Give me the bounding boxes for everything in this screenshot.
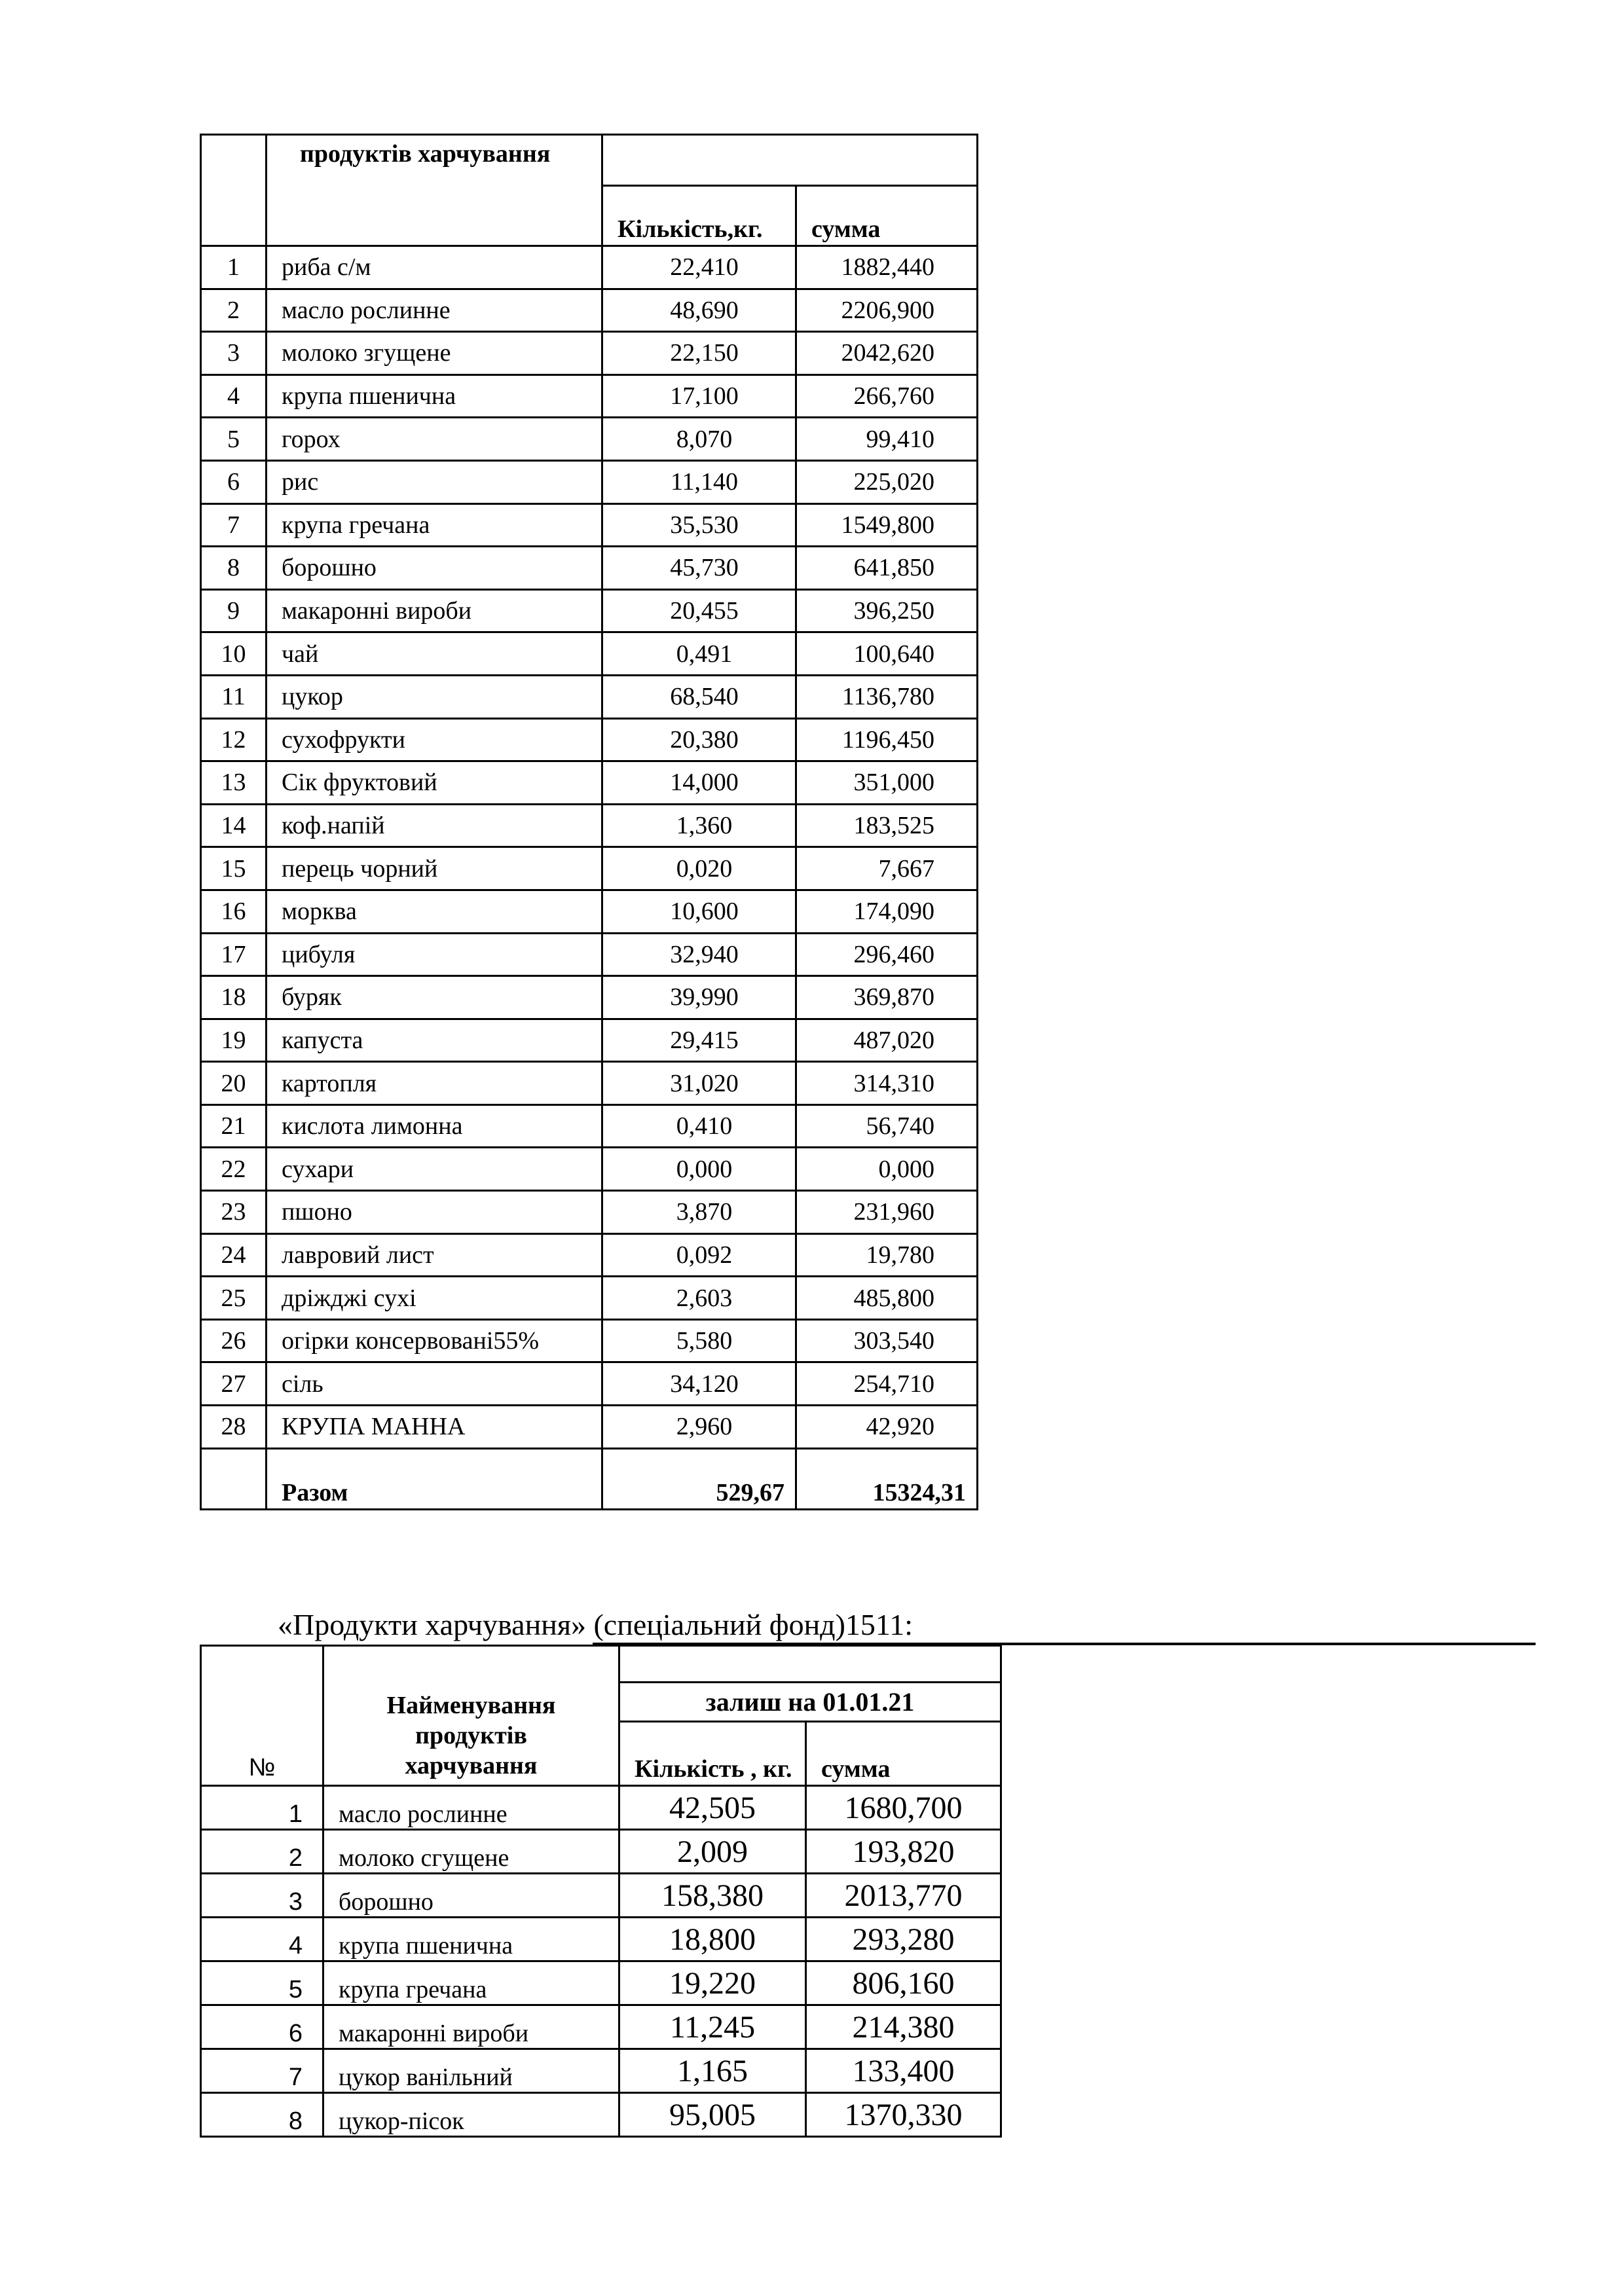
amount-sum: 396,250: [796, 589, 978, 632]
quantity-kg: 20,455: [602, 589, 796, 632]
quantity-kg: 8,070: [602, 418, 796, 461]
table-row: [201, 1830, 1001, 1874]
row-number: 4: [201, 374, 267, 418]
product-name: пшоно: [267, 1191, 602, 1234]
quantity-kg: 32,940: [602, 933, 796, 976]
row-number: 28: [201, 1406, 267, 1449]
quantity-kg: 2,009: [619, 1830, 806, 1874]
product-name: морква: [267, 890, 602, 933]
amount-sum: 1680,700: [806, 1786, 1001, 1830]
row-number: 7: [201, 2049, 323, 2093]
table-row: [201, 718, 978, 761]
product-name: цибуля: [267, 933, 602, 976]
product-name: цукор: [267, 675, 602, 718]
quantity-kg: 0,020: [602, 847, 796, 890]
product-name: молоко сгущене: [323, 1830, 619, 1874]
table-row: [201, 1277, 978, 1320]
table-row: [201, 1362, 978, 1406]
amount-sum: 56,740: [796, 1104, 978, 1148]
table-row: [201, 1961, 1001, 2005]
amount-sum: 2206,900: [796, 289, 978, 332]
row-number: 5: [201, 418, 267, 461]
product-name: борошно: [267, 547, 602, 590]
quantity-kg: 3,870: [602, 1191, 796, 1234]
table-row: [201, 1062, 978, 1105]
product-name: риба с/м: [267, 246, 602, 289]
row-number: 1: [201, 1786, 323, 1830]
table-row: [201, 933, 978, 976]
row-number: 2: [201, 1830, 323, 1874]
quantity-kg: 2,960: [602, 1406, 796, 1449]
row-number: 14: [201, 804, 267, 847]
row-number: 13: [201, 761, 267, 805]
header-sum-label: сумма: [811, 215, 881, 243]
row-number: 26: [201, 1319, 267, 1362]
table-row: [201, 2005, 1001, 2049]
quantity-kg: 0,410: [602, 1104, 796, 1148]
row-number: 3: [201, 332, 267, 375]
product-name: буряк: [267, 976, 602, 1019]
product-name: перець чорний: [267, 847, 602, 890]
amount-sum: 2013,770: [806, 1874, 1001, 1918]
row-number: 22: [201, 1148, 267, 1191]
amount-sum: 1196,450: [796, 718, 978, 761]
table-row: [201, 1104, 978, 1148]
quantity-kg: 42,505: [619, 1786, 806, 1830]
amount-sum: 193,820: [806, 1830, 1001, 1874]
table-row: [201, 1918, 1001, 1961]
header-sum-cell: [806, 1722, 1001, 1786]
amount-sum: 485,800: [796, 1277, 978, 1320]
amount-sum: 7,667: [796, 847, 978, 890]
amount-sum: 314,310: [796, 1062, 978, 1105]
quantity-kg: 0,000: [602, 1148, 796, 1191]
special-fund-table: [200, 1645, 1002, 2138]
header-group-label: залиш на 01.01.21: [705, 1687, 915, 1717]
amount-sum: 641,850: [796, 547, 978, 590]
amount-sum: 293,280: [806, 1918, 1001, 1961]
row-number: 8: [201, 547, 267, 590]
row-number: 5: [201, 1961, 323, 2005]
product-name: масло рослинне: [267, 289, 602, 332]
product-name: макаронні вироби: [267, 589, 602, 632]
header-num-cell: [201, 135, 267, 246]
quantity-kg: 0,092: [602, 1233, 796, 1277]
header-num-label: №: [248, 1754, 276, 1781]
table-row: [201, 1406, 978, 1449]
row-number: 6: [201, 2005, 323, 2049]
product-name: кислота лимонна: [267, 1104, 602, 1148]
row-number: 23: [201, 1191, 267, 1234]
quantity-kg: 19,220: [619, 1961, 806, 2005]
row-number: 27: [201, 1362, 267, 1406]
food-stock-table: [200, 134, 978, 1510]
table-row: [201, 503, 978, 547]
quantity-kg: 158,380: [619, 1874, 806, 1918]
header-sum-label: сумма: [821, 1755, 891, 1783]
product-name: КРУПА МАННА: [267, 1406, 602, 1449]
amount-sum: 42,920: [796, 1406, 978, 1449]
quantity-kg: 35,530: [602, 503, 796, 547]
product-name: макаронні вироби: [323, 2005, 619, 2049]
product-name: сухофрукти: [267, 718, 602, 761]
amount-sum: 487,020: [796, 1019, 978, 1062]
row-number: 24: [201, 1233, 267, 1277]
product-name: коф.напій: [267, 804, 602, 847]
table-row: [201, 2049, 1001, 2093]
amount-sum: 266,760: [796, 374, 978, 418]
quantity-kg: 48,690: [602, 289, 796, 332]
product-name: крупа пшенична: [323, 1918, 619, 1961]
amount-sum: 806,160: [806, 1961, 1001, 2005]
header-group-cell: [619, 1683, 1001, 1722]
row-number: 20: [201, 1062, 267, 1105]
amount-sum: 183,525: [796, 804, 978, 847]
product-name: крупа гречана: [323, 1961, 619, 2005]
amount-sum: 1370,330: [806, 2093, 1001, 2137]
amount-sum: 0,000: [796, 1148, 978, 1191]
row-number: 9: [201, 589, 267, 632]
total-row: [201, 1448, 978, 1509]
row-number: 8: [201, 2093, 323, 2137]
amount-sum: 214,380: [806, 2005, 1001, 2049]
amount-sum: 1136,780: [796, 675, 978, 718]
table-row: [201, 1019, 978, 1062]
table-row: [201, 1319, 978, 1362]
amount-sum: 254,710: [796, 1362, 978, 1406]
table-row: [201, 332, 978, 375]
section-heading: «Продукти харчування» (спеціальний фонд)1511:: [278, 1608, 913, 1641]
quantity-kg: 11,245: [619, 2005, 806, 2049]
table-row: [201, 632, 978, 676]
quantity-kg: 1,360: [602, 804, 796, 847]
quantity-kg: 22,410: [602, 246, 796, 289]
table-row: [201, 976, 978, 1019]
header-sum-cell: [796, 186, 978, 246]
row-number: 12: [201, 718, 267, 761]
product-name: крупа гречана: [267, 503, 602, 547]
table-row: [201, 418, 978, 461]
product-name: сіль: [267, 1362, 602, 1406]
row-number: 7: [201, 503, 267, 547]
product-name: горох: [267, 418, 602, 461]
quantity-kg: 2,603: [602, 1277, 796, 1320]
table-row: [201, 589, 978, 632]
quantity-kg: 11,140: [602, 460, 796, 503]
quantity-kg: 0,491: [602, 632, 796, 676]
amount-sum: 2042,620: [796, 332, 978, 375]
row-number: 18: [201, 976, 267, 1019]
total-label: Разом: [267, 1448, 602, 1509]
table-row: [201, 374, 978, 418]
row-number: 3: [201, 1874, 323, 1918]
total-sum: 15324,31: [796, 1448, 978, 1509]
table-row: [201, 804, 978, 847]
amount-sum: 133,400: [806, 2049, 1001, 2093]
amount-sum: 99,410: [796, 418, 978, 461]
amount-sum: 296,460: [796, 933, 978, 976]
table-row: [201, 1148, 978, 1191]
row-number: 1: [201, 246, 267, 289]
header-name-label: Найменування продуктів харчування: [386, 1692, 556, 1779]
quantity-kg: 20,380: [602, 718, 796, 761]
product-name: крупа пшенична: [267, 374, 602, 418]
product-name: Сік фруктовий: [267, 761, 602, 805]
header-name-cell: [267, 135, 602, 246]
quantity-kg: 34,120: [602, 1362, 796, 1406]
header-qty-cell: [619, 1722, 806, 1786]
product-name: картопля: [267, 1062, 602, 1105]
amount-sum: 231,960: [796, 1191, 978, 1234]
amount-sum: 225,020: [796, 460, 978, 503]
table-row: [201, 890, 978, 933]
quantity-kg: 31,020: [602, 1062, 796, 1105]
quantity-kg: 39,990: [602, 976, 796, 1019]
amount-sum: 351,000: [796, 761, 978, 805]
table-row: [201, 1786, 1001, 1830]
header-num-cell: [201, 1646, 323, 1786]
total-quantity: 529,67: [602, 1448, 796, 1509]
quantity-kg: 5,580: [602, 1319, 796, 1362]
row-number: 10: [201, 632, 267, 676]
header-name-cell: [323, 1646, 619, 1786]
row-number: 2: [201, 289, 267, 332]
product-name: капуста: [267, 1019, 602, 1062]
header-top-cell: [619, 1646, 1001, 1683]
amount-sum: 174,090: [796, 890, 978, 933]
header-qty-cell: [602, 186, 796, 246]
total-num-cell: [201, 1448, 267, 1509]
header-qty-label: Кількість , кг.: [635, 1755, 792, 1783]
quantity-kg: 45,730: [602, 547, 796, 590]
table-row: [201, 675, 978, 718]
row-number: 17: [201, 933, 267, 976]
row-number: 4: [201, 1918, 323, 1961]
header-name-label: продуктів харчування: [300, 140, 551, 168]
header-group-cell: [602, 135, 978, 186]
quantity-kg: 22,150: [602, 332, 796, 375]
table-row: [201, 2093, 1001, 2137]
product-name: молоко згущене: [267, 332, 602, 375]
quantity-kg: 29,415: [602, 1019, 796, 1062]
table-row: [201, 460, 978, 503]
table-row: [201, 289, 978, 332]
product-name: огірки консервовані55%: [267, 1319, 602, 1362]
row-number: 15: [201, 847, 267, 890]
quantity-kg: 95,005: [619, 2093, 806, 2137]
row-number: 16: [201, 890, 267, 933]
header-qty-label: Кількість,кг.: [618, 215, 763, 243]
table-row: [201, 1874, 1001, 1918]
product-name: масло рослинне: [323, 1786, 619, 1830]
table-row: [201, 547, 978, 590]
amount-sum: 1882,440: [796, 246, 978, 289]
quantity-kg: 18,800: [619, 1918, 806, 1961]
product-name: борошно: [323, 1874, 619, 1918]
amount-sum: 100,640: [796, 632, 978, 676]
row-number: 21: [201, 1104, 267, 1148]
product-name: лавровий лист: [267, 1233, 602, 1277]
product-name: дріжджі сухі: [267, 1277, 602, 1320]
product-name: чай: [267, 632, 602, 676]
quantity-kg: 68,540: [602, 675, 796, 718]
row-number: 6: [201, 460, 267, 503]
quantity-kg: 10,600: [602, 890, 796, 933]
product-name: цукор-пісок: [323, 2093, 619, 2137]
product-name: цукор ванільний: [323, 2049, 619, 2093]
table-row: [201, 1233, 978, 1277]
row-number: 19: [201, 1019, 267, 1062]
product-name: сухари: [267, 1148, 602, 1191]
row-number: 25: [201, 1277, 267, 1320]
amount-sum: 303,540: [796, 1319, 978, 1362]
quantity-kg: 17,100: [602, 374, 796, 418]
table-row: [201, 1191, 978, 1234]
table-row: [201, 847, 978, 890]
table-row: [201, 246, 978, 289]
table-row: [201, 761, 978, 805]
amount-sum: 1549,800: [796, 503, 978, 547]
amount-sum: 19,780: [796, 1233, 978, 1277]
quantity-kg: 14,000: [602, 761, 796, 805]
row-number: 11: [201, 675, 267, 718]
quantity-kg: 1,165: [619, 2049, 806, 2093]
amount-sum: 369,870: [796, 976, 978, 1019]
product-name: рис: [267, 460, 602, 503]
